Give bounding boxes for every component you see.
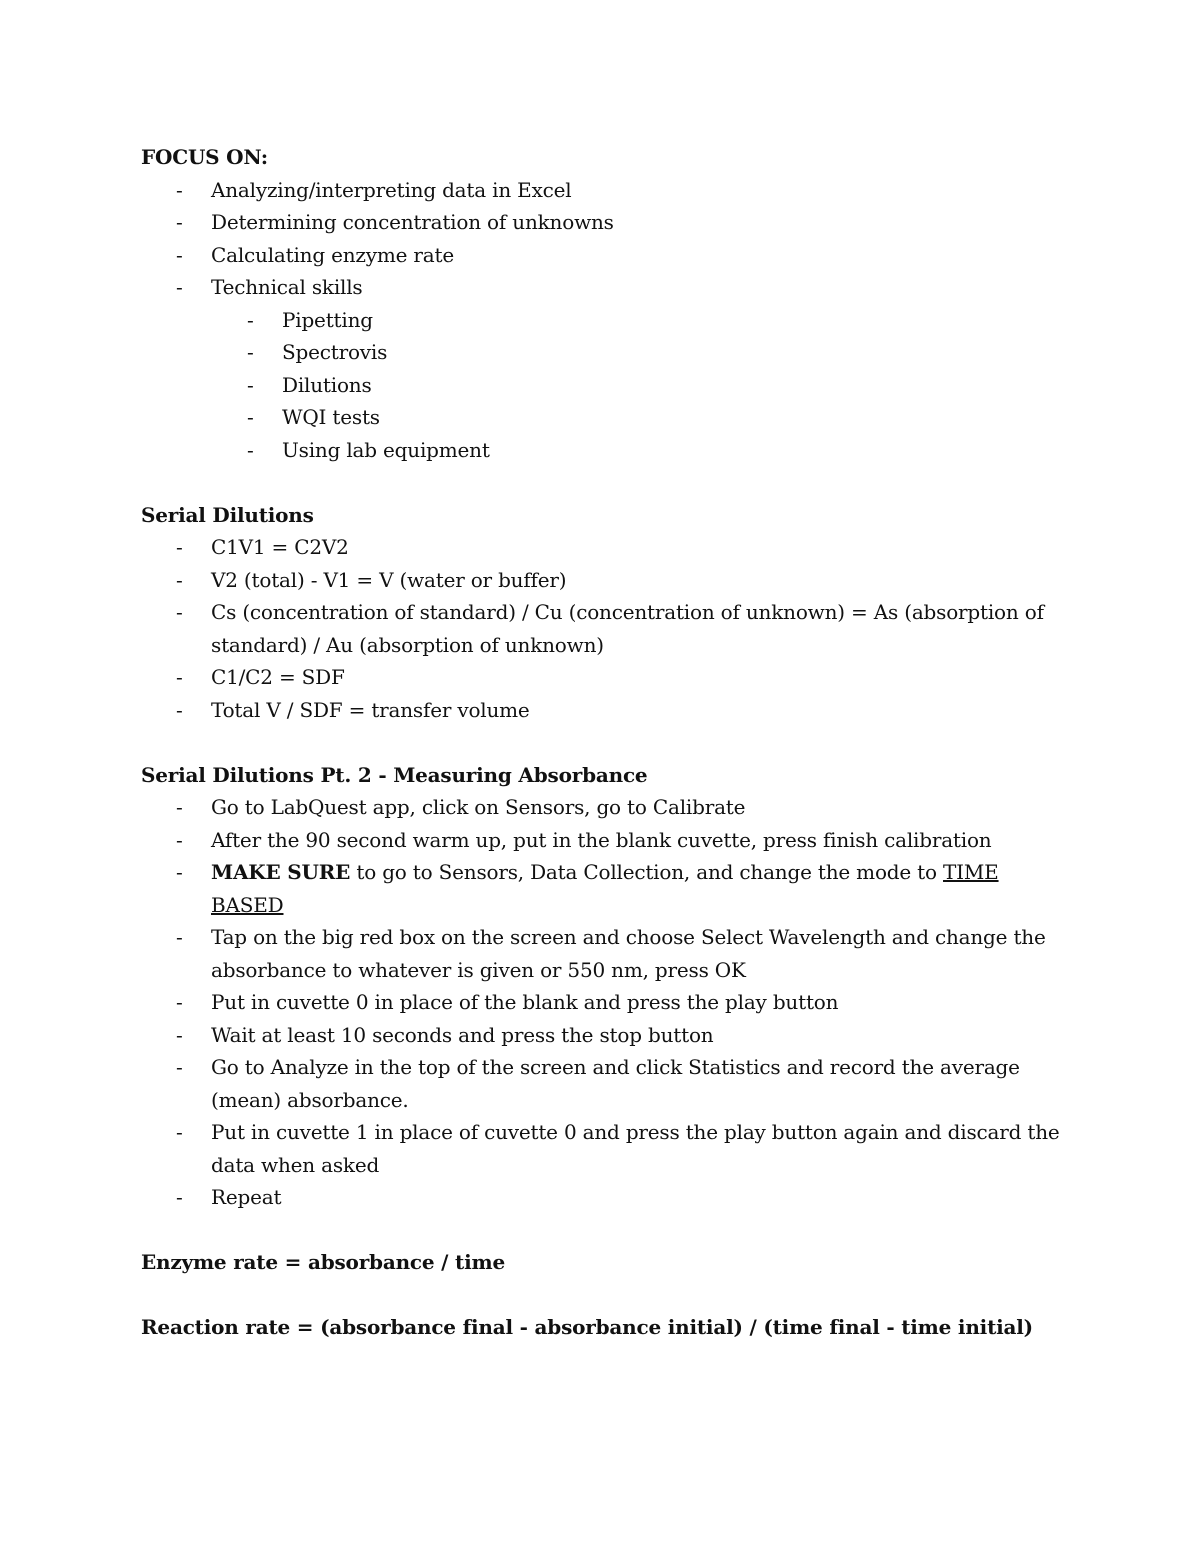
list-item: - Technical skills xyxy=(176,275,363,299)
measuring-absorbance-heading: Serial Dilutions Pt. 2 - Measuring Absorbance xyxy=(141,762,648,787)
list-item: - Put in cuvette 0 in place of the blank and press the play button xyxy=(176,990,839,1014)
sublist-item: - Dilutions xyxy=(247,372,372,397)
list-item: - Analyzing/interpreting data in Excel xyxy=(176,177,572,202)
sublist-item: - WQI tests xyxy=(247,405,380,429)
list-item: - V2 (total) - V1 = V (water or buffer) xyxy=(176,567,567,592)
list-item: - Calculating enzyme rate xyxy=(176,242,454,267)
spacer xyxy=(141,1279,1071,1312)
time-based-underlined: TIME BASED xyxy=(211,860,999,917)
measuring-absorbance-list xyxy=(141,791,1071,1214)
reaction-rate-formula: Reaction rate = (absorbance final - absorbance initial) / (time final - time initial) xyxy=(141,1315,1033,1339)
document-content xyxy=(141,141,1071,1344)
list-item: - Cs (concentration of standard) / Cu (concentration of unknown) = As (absorption of standard) / Au (absorption of unknown) xyxy=(176,600,1044,657)
list-item: - Repeat xyxy=(176,1185,282,1209)
list-item: - C1/C2 = SDF xyxy=(176,665,345,689)
list-item: - Total V / SDF = transfer volume xyxy=(176,697,530,722)
serial-dilutions-list xyxy=(141,531,1071,726)
spacer xyxy=(141,466,1071,499)
sublist-item: - Spectrovis xyxy=(247,340,388,364)
list-item: - Wait at least 10 seconds and press the stop button xyxy=(176,1022,714,1047)
focus-heading: FOCUS ON: xyxy=(141,145,268,169)
list-item: - Go to LabQuest app, click on Sensors, go to Calibrate xyxy=(176,795,746,819)
list-item: - Determining concentration of unknowns xyxy=(176,210,614,234)
sublist-item: - Pipetting xyxy=(247,307,373,332)
enzyme-rate-formula: Enzyme rate = absorbance / time xyxy=(141,1250,505,1274)
list-item: - Tap on the big red box on the screen and choose Select Wavelength and change the absorbance to whatever is given or 550 nm, press OK xyxy=(176,925,1046,982)
spacer xyxy=(141,1214,1071,1247)
list-item: - Go to Analyze in the top of the screen and click Statistics and record the average (mean) absorbance. xyxy=(176,1055,1020,1112)
serial-dilutions-heading: Serial Dilutions xyxy=(141,502,314,527)
focus-list xyxy=(141,174,1071,467)
make-sure-emphasis: MAKE SURE xyxy=(211,860,351,884)
spacer xyxy=(141,726,1071,759)
sublist-item: - Using lab equipment xyxy=(247,437,490,462)
list-item-make-sure: - MAKE SURE to go to Sensors, Data Collection, and change the mode to TIME BASED xyxy=(176,860,999,917)
list-item: - Put in cuvette 1 in place of cuvette 0 and press the play button again and discard the data when asked xyxy=(176,1120,1060,1177)
list-item: - After the 90 second warm up, put in the blank cuvette, press finish calibration xyxy=(176,827,992,852)
list-item: - C1V1 = C2V2 xyxy=(176,535,349,559)
